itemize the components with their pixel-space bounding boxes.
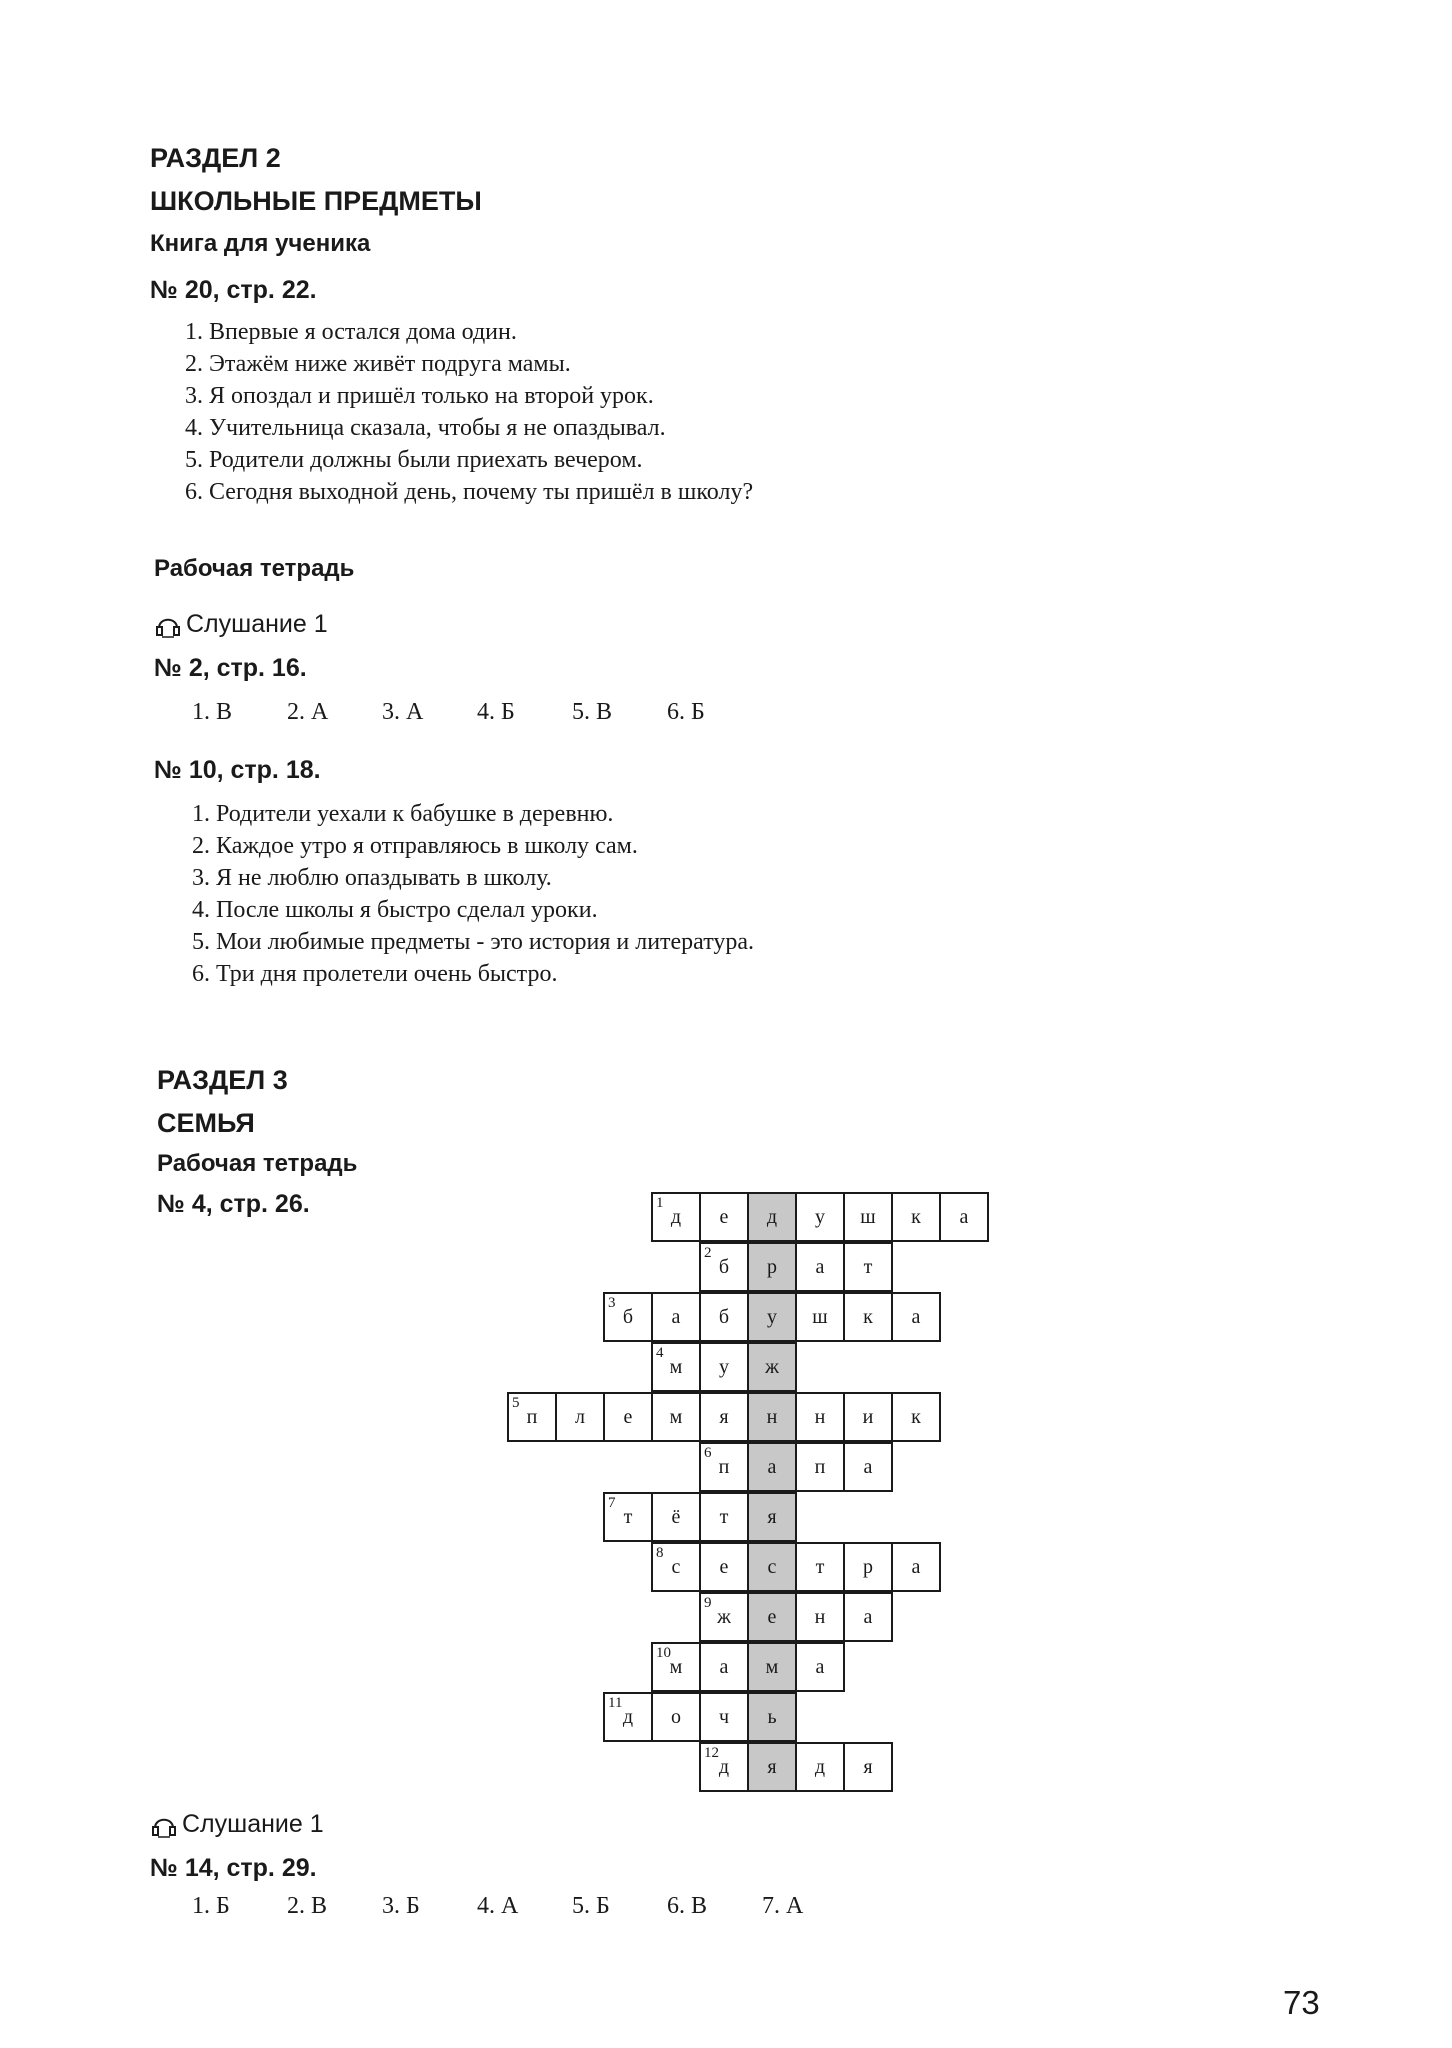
- crossword-cell: [795, 1592, 845, 1642]
- crossword-letter: а: [911, 1555, 921, 1578]
- crossword-cell: [699, 1192, 749, 1242]
- crossword-cell: [843, 1742, 893, 1792]
- crossword-cell: [603, 1692, 653, 1742]
- crossword-letter: ё: [671, 1505, 681, 1528]
- crossword-cell: [747, 1592, 797, 1642]
- crossword-cell: [891, 1392, 941, 1442]
- crossword-cell: [843, 1442, 893, 1492]
- section2-workbook-label: Рабочая тетрадь: [154, 555, 355, 582]
- crossword-clue-number: 10: [656, 1645, 671, 1661]
- crossword-cell: [747, 1392, 797, 1442]
- crossword-cell: [747, 1242, 797, 1292]
- list-item: 1. Родители уехали к бабушке в деревню.: [192, 801, 614, 827]
- list-item: 4. После школы я быстро сделал уроки.: [192, 897, 598, 923]
- crossword-letter: м: [669, 1405, 683, 1428]
- crossword-cell: [507, 1392, 557, 1442]
- crossword-letter: д: [718, 1755, 730, 1778]
- crossword-clue-number: 1: [656, 1195, 664, 1211]
- list-item: 3. Я опоздал и пришёл только на второй урок.: [185, 383, 654, 409]
- crossword-cell: [699, 1342, 749, 1392]
- list-item: 5. Родители должны были приехать вечером.: [185, 447, 643, 473]
- crossword-cell: [747, 1292, 797, 1342]
- crossword-cell: [795, 1642, 845, 1692]
- crossword-cell: [795, 1242, 845, 1292]
- crossword-letter: р: [863, 1555, 873, 1578]
- answer-item: 7. А: [762, 1893, 804, 1919]
- list-item: 3. Я не люблю опаздывать в школу.: [192, 865, 552, 891]
- list-item: 1. Впервые я остался дома один.: [185, 319, 517, 345]
- crossword-letter: п: [814, 1455, 826, 1478]
- list-item: 6. Три дня пролетели очень быстро.: [192, 961, 558, 987]
- crossword-clue-number: 8: [656, 1545, 664, 1561]
- crossword-letter: о: [671, 1705, 681, 1728]
- crossword-cell: [747, 1442, 797, 1492]
- crossword-letter: у: [719, 1355, 729, 1378]
- crossword-letter: а: [815, 1655, 825, 1678]
- crossword-cell: [747, 1542, 797, 1592]
- crossword-letter: н: [766, 1405, 778, 1428]
- crossword-letter: д: [670, 1205, 682, 1228]
- crossword-cell: [651, 1292, 701, 1342]
- crossword-cell: [891, 1292, 941, 1342]
- crossword-cell: [747, 1692, 797, 1742]
- answer-item: 4. Б: [477, 699, 515, 725]
- crossword-letter: е: [719, 1555, 729, 1578]
- headphones-icon: [154, 611, 182, 639]
- list-item: 6. Сегодня выходной день, почему ты пришёл в школу?: [185, 479, 754, 505]
- crossword-clue-number: 6: [704, 1445, 712, 1461]
- crossword-cell: [747, 1342, 797, 1392]
- crossword-letter: п: [526, 1405, 538, 1428]
- crossword-letter: н: [814, 1605, 826, 1628]
- crossword-cell: [843, 1192, 893, 1242]
- crossword-letter: п: [718, 1455, 730, 1478]
- crossword-letter: е: [719, 1205, 729, 1228]
- crossword-letter: ш: [860, 1205, 876, 1228]
- crossword-letter: д: [622, 1705, 634, 1728]
- crossword-clue-number: 12: [704, 1745, 719, 1761]
- section2-ex2-answers: [192, 699, 762, 726]
- crossword-cell: [699, 1242, 749, 1292]
- crossword-letter: м: [765, 1655, 779, 1678]
- crossword-cell: [699, 1642, 749, 1692]
- crossword-cell: [651, 1342, 701, 1392]
- page-number: 73: [1283, 1984, 1320, 2021]
- crossword-letter: я: [719, 1405, 729, 1428]
- crossword-letter: а: [719, 1655, 729, 1678]
- crossword-letter: т: [719, 1505, 729, 1528]
- section3-workbook-label: Рабочая тетрадь: [157, 1150, 358, 1177]
- crossword-cell: [747, 1742, 797, 1792]
- crossword-letter: а: [911, 1305, 921, 1328]
- crossword-letter: е: [623, 1405, 633, 1428]
- crossword-letter: б: [718, 1255, 730, 1278]
- crossword-cell: [699, 1392, 749, 1442]
- crossword-letter: т: [863, 1255, 873, 1278]
- crossword-letter: а: [863, 1455, 873, 1478]
- crossword-letter: ж: [717, 1605, 731, 1628]
- crossword-letter: я: [863, 1755, 873, 1778]
- crossword-letter: я: [767, 1755, 777, 1778]
- crossword-cell: [699, 1742, 749, 1792]
- answer-item: 2. А: [287, 699, 329, 725]
- crossword-letter: м: [669, 1355, 683, 1378]
- section2-ex2-ref: № 2, стр. 16.: [154, 654, 307, 682]
- section3-ex1-ref: № 4, стр. 26.: [157, 1190, 310, 1218]
- answer-item: 4. А: [477, 1893, 519, 1919]
- section2-ex1-list: [185, 316, 753, 508]
- crossword-cell: [795, 1392, 845, 1442]
- crossword-cell: [747, 1642, 797, 1692]
- crossword-letter: а: [815, 1255, 825, 1278]
- crossword-clue-number: 7: [608, 1495, 616, 1511]
- crossword-cell: [603, 1492, 653, 1542]
- crossword-cell: [747, 1192, 797, 1242]
- crossword-cell: [843, 1592, 893, 1642]
- crossword-clue-number: 9: [704, 1595, 712, 1611]
- crossword-cell: [699, 1542, 749, 1592]
- crossword-cell: [843, 1292, 893, 1342]
- crossword-letter: у: [815, 1205, 825, 1228]
- section2-subtitle: ШКОЛЬНЫЕ ПРЕДМЕТЫ: [150, 186, 482, 216]
- crossword-letter: р: [767, 1255, 777, 1278]
- crossword-letter: а: [863, 1605, 873, 1628]
- section2-title: РАЗДЕЛ 2: [150, 143, 281, 173]
- answer-item: 1. В: [192, 699, 233, 725]
- crossword-cell: [699, 1292, 749, 1342]
- crossword-letter: и: [862, 1405, 874, 1428]
- answer-item: 6. В: [667, 1893, 708, 1919]
- crossword-letter: к: [911, 1405, 921, 1428]
- crossword-letter: т: [815, 1555, 825, 1578]
- crossword-letter: ь: [767, 1705, 777, 1728]
- answer-item: 6. Б: [667, 699, 705, 725]
- crossword-clue-number: 4: [656, 1345, 664, 1361]
- crossword-cell: [795, 1742, 845, 1792]
- answer-item: 5. В: [572, 699, 613, 725]
- crossword-letter: д: [814, 1755, 826, 1778]
- crossword-letter: с: [671, 1555, 681, 1578]
- section3-ex2-answers: [192, 1893, 857, 1920]
- crossword-cell: [603, 1292, 653, 1342]
- crossword-letter: д: [766, 1205, 778, 1228]
- crossword-letter: ж: [765, 1355, 779, 1378]
- headphones-icon: [150, 1811, 178, 1839]
- crossword-clue-number: 3: [608, 1295, 616, 1311]
- crossword-cell: [651, 1542, 701, 1592]
- answer-item: 3. А: [382, 699, 424, 725]
- section2-ex1-ref: № 20, стр. 22.: [150, 276, 317, 304]
- answer-item: 5. Б: [572, 1893, 610, 1919]
- crossword-cell: [891, 1542, 941, 1592]
- crossword-letter: м: [669, 1655, 683, 1678]
- crossword-cell: [651, 1642, 701, 1692]
- crossword-letter: т: [623, 1505, 633, 1528]
- listening-label: Слушание 1: [186, 610, 328, 638]
- crossword-letter: к: [911, 1205, 921, 1228]
- crossword-cell: [699, 1492, 749, 1542]
- crossword-clue-number: 11: [608, 1695, 623, 1711]
- crossword-letter: б: [718, 1305, 730, 1328]
- section2-ex3-list: [192, 798, 754, 990]
- section3-listening: [150, 1810, 324, 1839]
- crossword-cell: [651, 1692, 701, 1742]
- section3-title: РАЗДЕЛ 3: [157, 1065, 288, 1095]
- crossword-letter: н: [814, 1405, 826, 1428]
- crossword-clue-number: 2: [704, 1245, 712, 1261]
- crossword-letter: е: [767, 1605, 777, 1628]
- crossword-cell: [843, 1242, 893, 1292]
- crossword-letter: ш: [812, 1305, 828, 1328]
- answer-item: 2. В: [287, 1893, 328, 1919]
- section2-listening: [154, 610, 328, 639]
- crossword-cell: [699, 1442, 749, 1492]
- section3-subtitle: СЕМЬЯ: [157, 1108, 255, 1138]
- crossword-cell: [795, 1192, 845, 1242]
- crossword-clue-number: 5: [512, 1395, 520, 1411]
- crossword-cell: [699, 1692, 749, 1742]
- crossword-cell: [795, 1292, 845, 1342]
- section2-ex3-ref: № 10, стр. 18.: [154, 756, 321, 784]
- crossword-cell: [747, 1492, 797, 1542]
- section3-ex2-ref: № 14, стр. 29.: [150, 1854, 317, 1882]
- crossword-letter: б: [622, 1305, 634, 1328]
- crossword-cell: [891, 1192, 941, 1242]
- crossword-letter: с: [767, 1555, 777, 1578]
- crossword-cell: [843, 1542, 893, 1592]
- crossword-cell: [555, 1392, 605, 1442]
- crossword-letter: к: [863, 1305, 873, 1328]
- answer-item: 3. Б: [382, 1893, 420, 1919]
- crossword-cell: [651, 1392, 701, 1442]
- crossword-cell: [795, 1442, 845, 1492]
- list-item: 2. Этажём ниже живёт подруга мамы.: [185, 351, 571, 377]
- crossword-letter: а: [767, 1455, 777, 1478]
- crossword-cell: [939, 1192, 989, 1242]
- crossword-cell: [843, 1392, 893, 1442]
- crossword-letter: я: [767, 1505, 777, 1528]
- list-item: 2. Каждое утро я отправляюсь в школу сам.: [192, 833, 638, 859]
- crossword-letter: а: [671, 1305, 681, 1328]
- crossword-letter: у: [767, 1305, 777, 1328]
- list-item: 5. Мои любимые предметы - это история и литература.: [192, 929, 755, 955]
- section2-book-label: Книга для ученика: [150, 230, 371, 257]
- list-item: 4. Учительница сказала, чтобы я не опаздывал.: [185, 415, 666, 441]
- crossword-cell: [699, 1592, 749, 1642]
- crossword-letter: ч: [718, 1705, 730, 1728]
- crossword-letter: а: [959, 1205, 969, 1228]
- listening-label: Слушание 1: [182, 1810, 324, 1838]
- crossword-letter: л: [575, 1405, 585, 1428]
- answer-item: 1. Б: [192, 1893, 230, 1919]
- crossword-cell: [795, 1542, 845, 1592]
- crossword-cell: [603, 1392, 653, 1442]
- crossword-cell: [651, 1492, 701, 1542]
- crossword-cell: [651, 1192, 701, 1242]
